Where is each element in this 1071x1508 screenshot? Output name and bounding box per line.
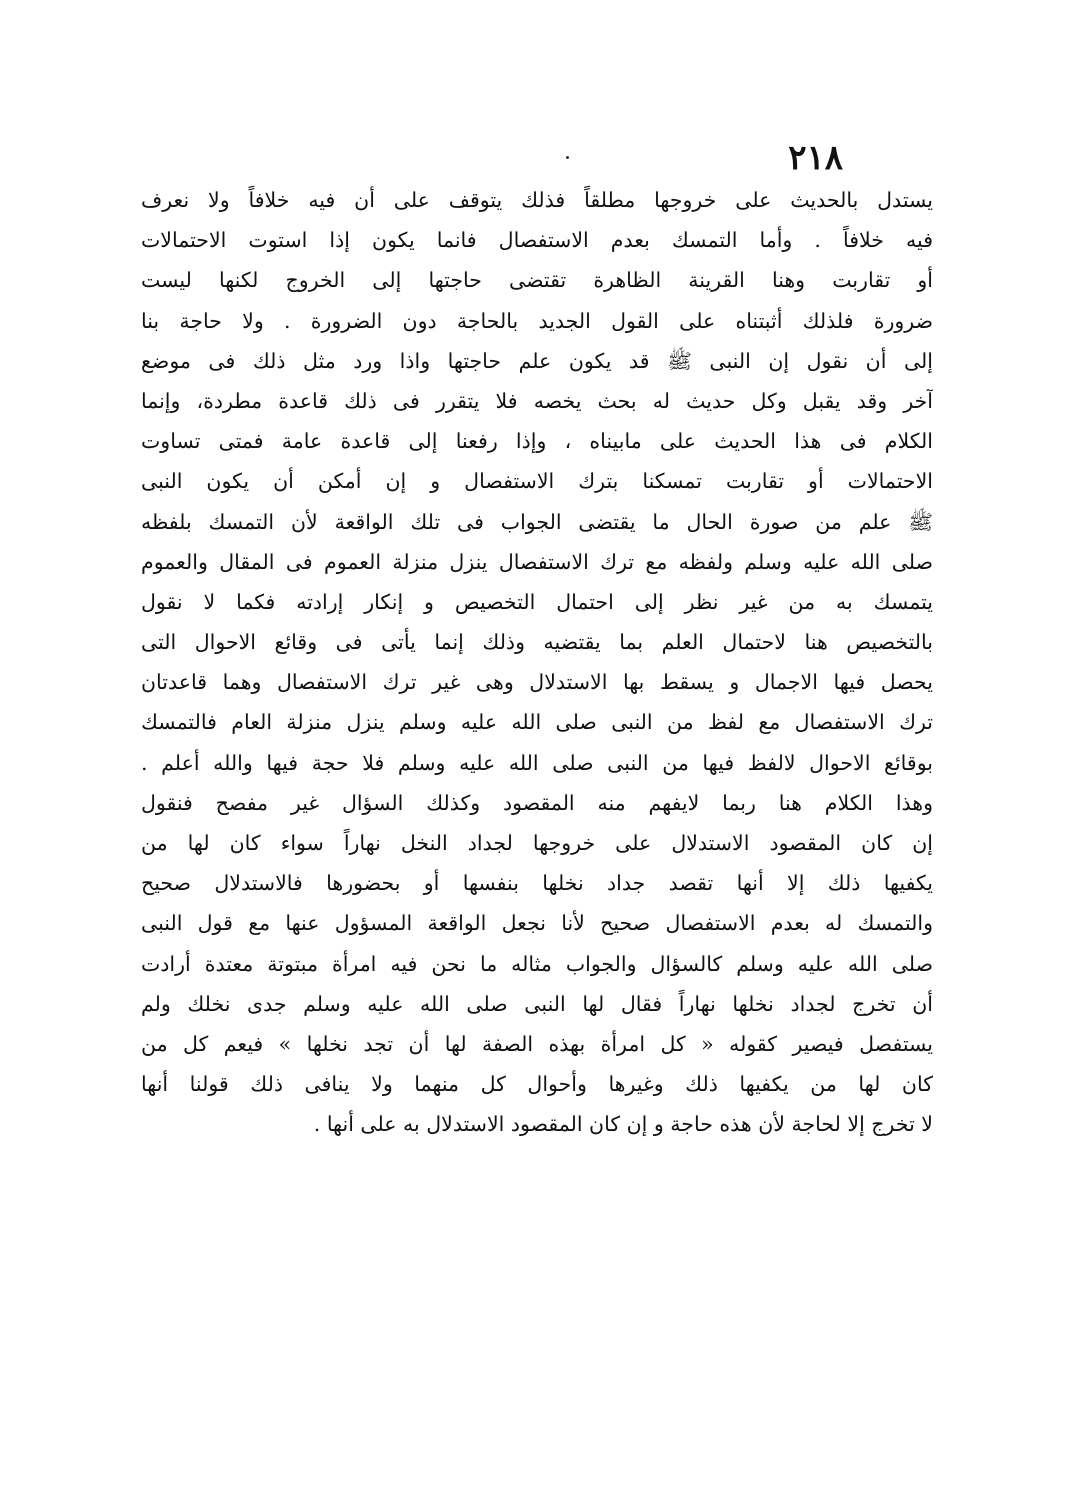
text-line: يحصل فيها الاجمال و يسقط بها الاستدلال وهى غير ترك الاستفصال وهما قاعدتان [141,670,933,695]
text-line: بالتخصيص هنا لاحتمال العلم بما يقتضيه وذلك إنما يأتى فى وقائع الاحوال التى [141,630,933,655]
text-line: إلى أن نقول إن النبى ﷺ قد يكون علم حاجتها واذا ورد مثل ذلك فى موضع [141,348,933,373]
text-line: ﷺ علم من صورة الحال ما يقتضى الجواب فى تلك الواقعة لأن التمسك بلفظه [141,509,933,534]
scan-speck [566,156,569,159]
text-line: فيه خلافاً . وأما التمسك بعدم الاستفصال فانما يكون إذا استوت الاحتمالات [141,228,933,253]
text-line: صلى الله عليه وسلم كالسؤال والجواب مثاله ما نحن فيه امرأة مبتوتة معتدة أرادت [141,951,933,976]
text-line: الاحتمالات أو تقاربت تمسكنا بترك الاستفصال و إن أمكن أن يكون النبى [141,469,933,494]
text-line: أو تقاربت وهنا القرينة الظاهرة تقتضى حاجتها إلى الخروج لكنها ليست [141,268,933,293]
text-line: ترك الاستفصال مع لفظ من النبى صلى الله عليه وسلم ينزل منزلة العام فالتمسك [141,710,933,735]
body-text [141,180,933,1145]
text-line: ضرورة فلذلك أثبتناه على القول الجديد بالحاجة دون الضرورة . ولا حاجة بنا [141,308,933,333]
text-line: كان لها من يكفيها ذلك وغيرها وأحوال كل منهما ولا ينافى ذلك قولنا أنها [141,1072,933,1097]
text-line: يتمسك به من غير نظر إلى احتمال التخصيص و إنكار إرادته فكما لا نقول [141,589,933,614]
page-number: ٢١٨ [788,138,843,178]
text-line: الكلام فى هذا الحديث على مابيناه ، وإذا رفعنا إلى قاعدة عامة فمتى تساوت [141,429,933,454]
text-line: يستفصل فيصير كقوله « كل امرأة بهذه الصفة لها أن تجد نخلها » فيعم كل من [141,1031,933,1056]
text-line: وهذا الكلام هنا ربما لايفهم منه المقصود وكذلك السؤال غير مفصح فنقول [141,790,933,815]
text-line: يستدل بالحديث على خروجها مطلقاً فذلك يتوقف على أن فيه خلافاً ولا نعرف [141,188,933,212]
text-line: إن كان المقصود الاستدلال على خروجها لجداد النخل نهاراً سواء كان لها من [141,831,933,855]
text-line: والتمسك له بعدم الاستفصال صحيح لأنا نجعل الواقعة المسؤول عنها مع قول النبى [141,911,933,936]
text-line: آخر وقد يقبل وكل حديث له بحث يخصه فلا يتقرر فى ذلك قاعدة مطردة، وإنما [141,388,933,413]
text-line: يكفيها ذلك إلا أنها تقصد جداد نخلها بنفسها أو بحضورها فالاستدلال صحيح [141,871,933,896]
text-line: صلى الله عليه وسلم ولفظه مع ترك الاستفصال ينزل منزلة العموم فى المقال والعموم [141,549,933,574]
text-line: لا تخرج إلا لحاجة لأن هذه حاجة و إن كان المقصود الاستدلال به على أنها . [313,1112,933,1137]
text-line: بوقائع الاحوال لالفظ فيها من النبى صلى الله عليه وسلم فلا حجة فيها والله أعلم . [141,750,933,775]
text-line: أن تخرج لجداد نخلها نهاراً فقال لها النبى صلى الله عليه وسلم جدى نخلك ولم [141,991,933,1016]
